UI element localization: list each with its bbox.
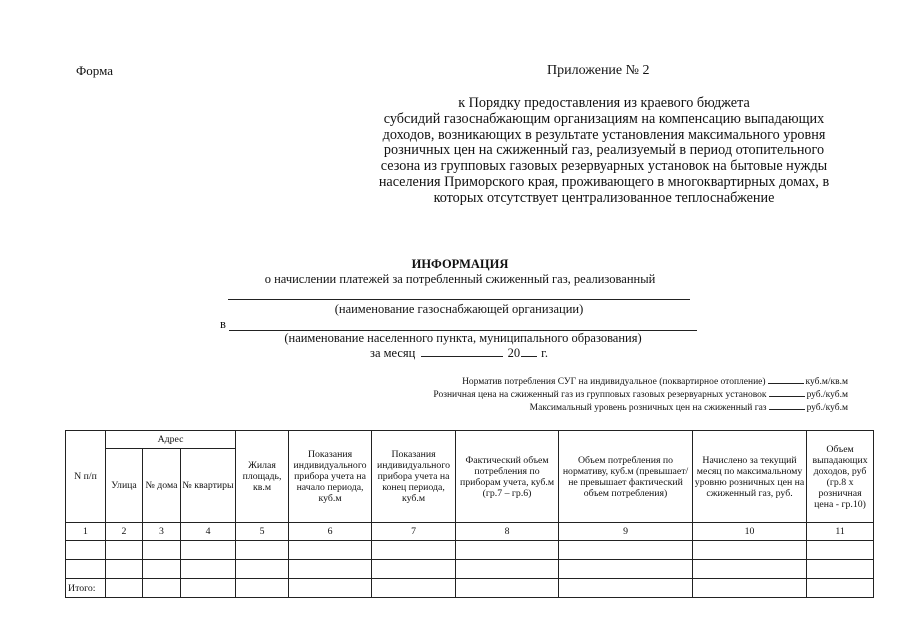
norm-unit: руб./куб.м — [806, 390, 848, 400]
table-row — [66, 541, 874, 560]
in-prefix: в — [220, 317, 226, 331]
month-row — [370, 346, 548, 361]
table-cell[interactable] — [807, 541, 874, 560]
subtitle-line: которых отсутствует централизованное теплоснабжение — [433, 189, 775, 206]
subtitle-line: к Порядку предоставления из краевого бюджета — [458, 95, 750, 111]
info-title: ИНФОРМАЦИЯ — [411, 257, 509, 271]
table-cell[interactable] — [456, 541, 559, 560]
info-subtitle: о начислении платежей за потребленный сжиженный газ, реализованный — [264, 272, 656, 286]
col-meter-start-header: Показания индивидуального прибора учета на начало периода, куб.м — [289, 431, 372, 523]
month-label: за месяц — [370, 346, 416, 360]
subtitle-line: розничных цен на сжиженный газ, реализуемый в период отопительного — [383, 142, 825, 159]
table-cell[interactable] — [181, 541, 236, 560]
appendix-label: Приложение № 2 — [547, 63, 650, 78]
norm-blank[interactable] — [769, 388, 805, 397]
table-cell[interactable] — [289, 560, 372, 579]
column-number: 11 — [807, 523, 874, 541]
payments-table — [65, 430, 874, 598]
subtitle-line: доходов, возникающих в результате установления максимального уровня — [382, 126, 826, 143]
table-cell[interactable] — [181, 579, 236, 598]
table-cell[interactable] — [106, 541, 143, 560]
col-address-header: Адрес — [106, 431, 236, 449]
column-number: 7 — [372, 523, 456, 541]
table-cell[interactable] — [372, 560, 456, 579]
column-number: 10 — [693, 523, 807, 541]
norm-row — [433, 401, 848, 414]
subtitle-line: населения Приморского края, проживающего в многоквартирных домах, в — [378, 173, 830, 190]
table-cell[interactable] — [143, 541, 181, 560]
table-cell[interactable] — [693, 541, 807, 560]
norm-label: Максимальный уровень розничных цен на сжиженный газ — [529, 403, 767, 413]
table-cell[interactable] — [289, 541, 372, 560]
table-cell[interactable] — [289, 579, 372, 598]
table-cell[interactable] — [372, 541, 456, 560]
table-cell[interactable] — [66, 541, 106, 560]
table-cell[interactable] — [181, 560, 236, 579]
col-charged-header: Начислено за текущий месяц по максимальному уровню розничных цен на сжиженный газ, руб. — [693, 431, 807, 523]
col-num-header: N п/п — [66, 431, 106, 523]
col-actual-header: Фактический объем потребления по приборам учета, куб.м (гр.7 – гр.6) — [456, 431, 559, 523]
table-cell[interactable] — [456, 579, 559, 598]
table-cell[interactable] — [807, 560, 874, 579]
table-cell[interactable] — [106, 560, 143, 579]
table-cell[interactable] — [559, 560, 693, 579]
place-caption: (наименование населенного пункта, муниципального образования) — [284, 331, 642, 345]
subtitle-line: сезона из групповых газовых резервуарных установок на бытовые нужды — [380, 158, 828, 175]
col-apartment-header: № квартиры — [181, 449, 236, 523]
norm-row — [433, 375, 848, 388]
org-name-line[interactable] — [228, 299, 690, 300]
year-suffix: г. — [541, 346, 548, 360]
table-cell[interactable] — [66, 560, 106, 579]
table-cell[interactable] — [559, 579, 693, 598]
norm-label: Норматив потребления СУГ на индивидуальное (поквартирное отопление) — [462, 377, 766, 387]
column-number: 2 — [106, 523, 143, 541]
month-blank[interactable] — [421, 346, 503, 357]
table-cell[interactable] — [143, 579, 181, 598]
year-label: 20 — [507, 346, 521, 360]
col-street-header: Улица — [106, 449, 143, 523]
table-cell[interactable] — [807, 579, 874, 598]
table-cell[interactable] — [559, 541, 693, 560]
table-cell[interactable] — [236, 560, 289, 579]
form-label: Форма — [76, 63, 113, 78]
column-number: 9 — [559, 523, 693, 541]
column-number-row — [66, 523, 874, 541]
norm-label: Розничная цена на сжиженный газ из групповых газовых резервуарных установок — [433, 390, 767, 400]
subtitle-line: субсидий газоснабжающим организациям на компенсацию выпадающих — [383, 110, 825, 127]
total-row — [66, 579, 874, 598]
table-cell[interactable] — [236, 541, 289, 560]
norm-unit: куб.м/кв.м — [805, 377, 848, 387]
total-label: Итого: — [66, 579, 106, 598]
table-cell[interactable] — [693, 579, 807, 598]
appendix-subtitle — [356, 96, 852, 207]
table-cell[interactable] — [456, 560, 559, 579]
norms-block — [433, 375, 848, 414]
org-caption: (наименование газоснабжающей организации) — [334, 302, 584, 316]
col-house-header: № дома — [143, 449, 181, 523]
col-meter-end-header: Показания индивидуального прибора учета на конец периода, куб.м — [372, 431, 456, 523]
col-area-header: Жилая площадь, кв.м — [236, 431, 289, 523]
table-cell[interactable] — [693, 560, 807, 579]
col-norm-volume-header: Объем потребления по нормативу, куб.м (превышает/не превышает фактический объем потребления) — [559, 431, 693, 523]
table-cell[interactable] — [143, 560, 181, 579]
table-cell[interactable] — [236, 579, 289, 598]
table-cell[interactable] — [106, 579, 143, 598]
norm-blank[interactable] — [769, 401, 805, 410]
header-row — [66, 431, 874, 449]
column-number: 1 — [66, 523, 106, 541]
column-number: 8 — [456, 523, 559, 541]
table-cell[interactable] — [372, 579, 456, 598]
column-number: 6 — [289, 523, 372, 541]
norm-row — [433, 388, 848, 401]
year-blank[interactable] — [521, 346, 537, 357]
table-row — [66, 560, 874, 579]
norm-blank[interactable] — [768, 375, 804, 384]
column-number: 3 — [143, 523, 181, 541]
column-number: 5 — [236, 523, 289, 541]
norm-unit: руб./куб.м — [806, 403, 848, 413]
col-lost-income-header: Объем выпадающих доходов, руб (гр.8 х розничная цена - гр.10) — [807, 431, 874, 523]
column-number: 4 — [181, 523, 236, 541]
